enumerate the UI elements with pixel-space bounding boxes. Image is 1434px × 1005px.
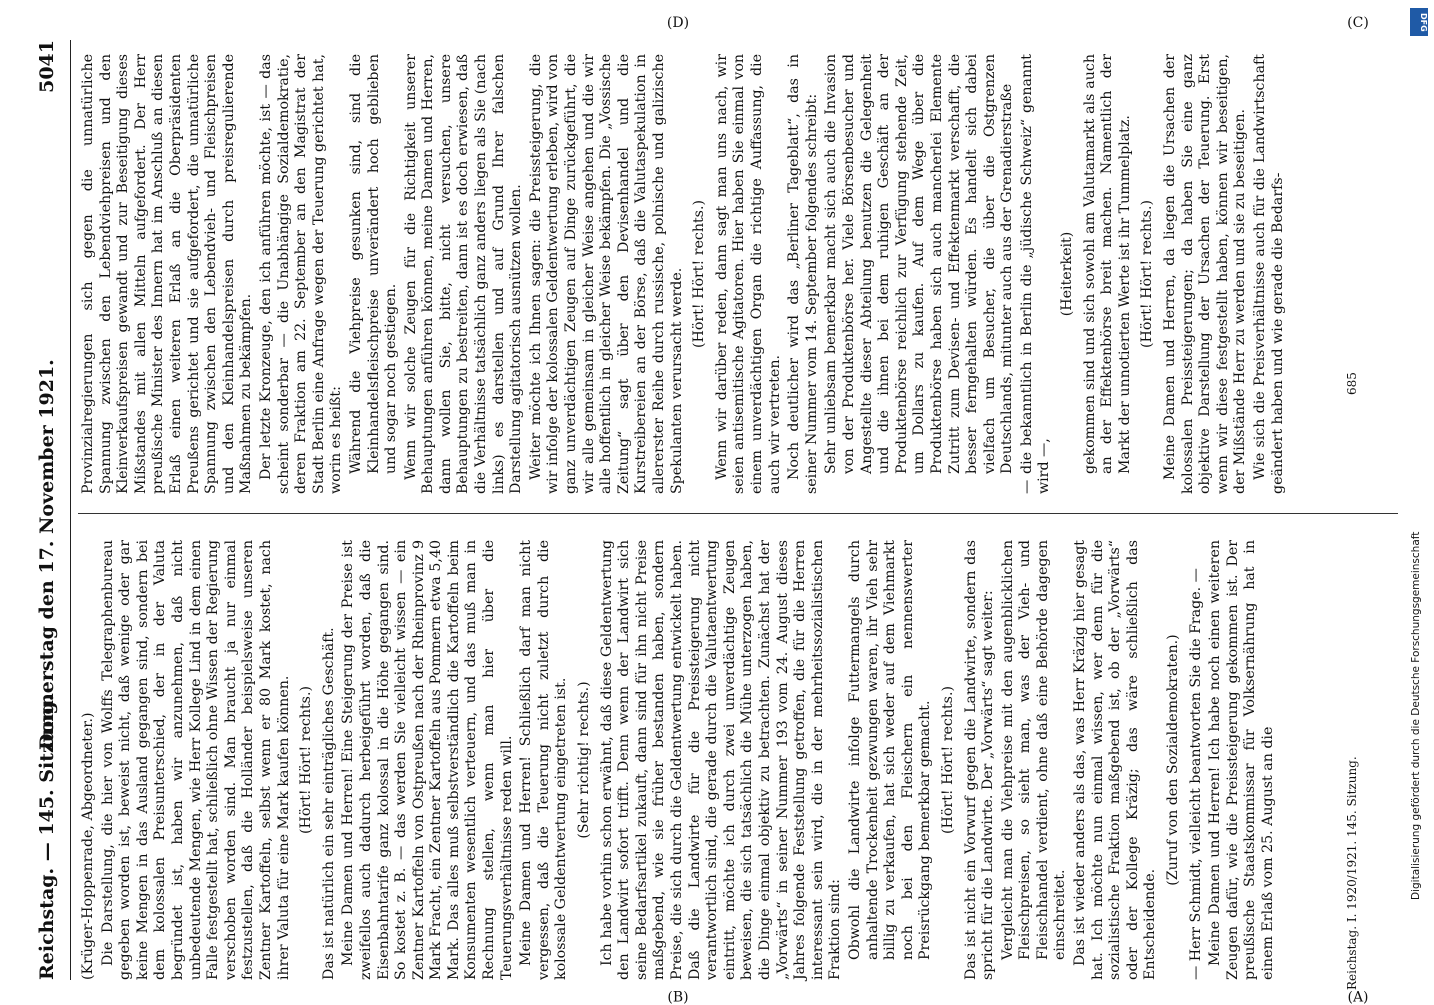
interjection: (Hört! Hört! rechts.) bbox=[1139, 199, 1156, 349]
paragraph: Sehr unliebsam bemerkbar macht sich auch die Invasion von der Produktenbörse her. Viele Börsenbesucher und Angestellte dieser Abteilung benutzen die Gelegenheit und die ihnen bei dem ruhigen Geschäft an der Produktenbörse reichlich zur Verfügung stehende Zeit, um Dollars zu kaufen. Auf dem Wege über die Produktenbörse haben sich auch mancherlei Elemente Zutritt zum Devisen- und Effektenmarkt verschafft, die besser ferngehalten würden. Es handelt sich dabei vielfach um Besucher, die über die Ostgrenzen Deutschlands, mitunter auch aus der Grenadierstraße bbox=[823, 54, 1016, 474]
side-credit-strip bbox=[1408, 0, 1430, 1000]
paragraph: Obwohl die Landwirte infolge Futtermangels durch anhaltende Trockenheit gezwungen waren, ihr Vieh sehr billig zu verkaufen, hat sich weder auf dem Viehmarkt noch bei den Fleischern ein nennenswerter Preisrückgang bemerkbar gemacht. bbox=[846, 540, 934, 960]
paragraph: Das ist natürlich ein sehr einträgliches Geschäft. bbox=[320, 627, 337, 980]
paragraph: Vergleicht man die Viehpreise mit den augenblicklichen Fleischpreisen, so sieht man, was der Vieh- und Fleischhandel verdient, ohne daß eine Behörde dagegen einschreitet. bbox=[999, 540, 1069, 960]
paragraph: Noch deutlicher wird das „Berliner Tageblatt“, das in seiner Nummer vom 14. September folgendes schreibt: bbox=[786, 54, 820, 494]
paragraph: Das ist wieder anders als das, was Herr Kräzig hier gesagt hat. Ich möchte nun einmal wissen, wer denn für die sozialistische Fraktion maßgebend ist, ob der „Vorwärts“ oder der Kollege Kräzig; das wäre schließlich das Entscheidende. bbox=[1072, 540, 1159, 980]
paragraph: (Krüger-Hoppenrade, Abgeordneter.) bbox=[80, 712, 96, 980]
dfg-logo: DFG bbox=[1410, 8, 1428, 36]
footer-left: Reichstag. I. 1920/1921. 145. Sitzung. bbox=[1345, 756, 1359, 990]
text-column-right bbox=[80, 54, 1289, 494]
paragraph: gekommen sind und sich sowohl am Valutamarkt als auch an der Effektenbörse breit machen. Namentlich der Markt der unnotierten Werte ist ihr Tummelplatz. bbox=[1081, 54, 1133, 474]
interjection: (Zuruf von den Sozialdemokraten.) bbox=[1165, 634, 1182, 886]
paragraph: Der letzte Kronzeuge, den ich anführen möchte, ist — das scheint sonderbar — die Unabhängige Sozialdemokratie, deren Fraktion am 22. September an den Magistrat der Stadt Berlin eine Anfrage wegen der Teuerung gerichtet hat, worin es heißt: bbox=[257, 54, 345, 494]
rotated-page-content bbox=[30, 14, 1410, 1005]
paragraph: Wenn wir darüber reden, dann sagt man uns nach, wir seien antisemitische Agitatoren. Hier haben Sie einmal von einem unverdächtigen Organ die richtige Auffassung, die auch wir vertreten. bbox=[713, 54, 783, 494]
header-date: Donnerstag den 17. November 1921. bbox=[36, 359, 58, 750]
page-header bbox=[30, 40, 71, 980]
paragraph: Während die Viehpreise gesunken sind, sind die Kleinhandelsfleischpreise unverändert hoch geblieben und sogar noch gestiegen. bbox=[347, 54, 400, 474]
paragraph: Meine Damen und Herren, da liegen die Ursachen der kolossalen Preissteigerungen; da haben Sie eine ganz objektive Darstellung der Ursachen der Teuerung. Erst wenn wir diese festgestellt haben, können wir beseitigen, der Mißstände Herr zu werden und sie zu beseitigen. bbox=[1162, 54, 1249, 494]
interjection: (Sehr richtig! rechts.) bbox=[576, 681, 593, 839]
header-left: Reichstag. — 145. Sitzung. bbox=[36, 694, 58, 980]
paragraph: Meine Damen und Herren! Eine Steigerung der Preise ist zweifellos auch dadurch herbeigeführt worden, daß die Eisenbahntarife ganz kolossal in die Höhe gegangen sind. So kostet z. B. — das werden Sie vielleicht wissen — ein Zentner Kartoffeln von Ostpreußen nach der Rheinprovinz 9 Mark Fracht, ein Zentner Kartoffeln aus Pommern etwa 5,40 Mark. Das alles muß selbstverständlich die Kartoffeln beim Konsumenten wesentlich verteuern, und das muß man in Rechnung stellen, wenn man hier über die Teuerungsverhältnisse reden will. bbox=[340, 540, 515, 980]
margin-letter-a: (A) bbox=[1347, 989, 1369, 1005]
paragraph: — Herr Schmidt, vielleicht beantworten Sie die Frage. — bbox=[1187, 568, 1204, 980]
paragraph: — die bekanntlich in Berlin die „jüdische Schweiz“ genannt wird —, bbox=[1018, 54, 1053, 494]
digitization-credit: Digitalisierung gefördert durch die Deutsche Forschungsgemeinschaft bbox=[1410, 531, 1422, 900]
margin-letter-d: (D) bbox=[666, 14, 690, 31]
column-divider bbox=[78, 513, 1398, 514]
paragraph: Die Darstellung, die hier von Wolffs Telegraphenbureau gegeben worden ist, beweist nicht, daß wenige oder gar keine Mengen in das Ausland gegangen sind, sondern bei dem kolossalen Preisunterschied, der in der Valuta begründet ist, haben wir anzunehmen, daß nicht unbedeutende Mengen, wie Herr Kollege Lind in dem einen Falle festgestellt hat, schließlich ohne Wissen der Regierung verschoben worden sind. Man braucht ja nur einmal festzustellen, daß die Holländer beispielsweise unseren Zentner Kartoffeln, selbst wenn er 80 Mark kostet, nach ihrer Valuta für eine Mark kaufen können. bbox=[99, 540, 292, 980]
footer-page-ref: 685 bbox=[1345, 372, 1359, 395]
paragraph: Meine Damen und Herren! Ich habe noch einen weiteren Zeugen dafür, wie die Preissteigerung gekommen ist. Der preußische Staatskommissar für Volksernährung hat in einem Erlaß vom 25. August an die bbox=[1207, 540, 1276, 980]
interjection: (Heiterkeit) bbox=[1059, 231, 1076, 317]
text-column-left bbox=[80, 540, 1280, 980]
page-number: 5041 bbox=[36, 40, 58, 93]
interjection: (Hört! Hört! rechts.) bbox=[691, 199, 708, 349]
paragraph: Weiter möchte ich Ihnen sagen: die Preissteigerung, die wir infolge der kolossalen Geldentwertung erleben, wird von ganz unverdächtigen Zeugen auf Dinge zurückgeführt, die wir alle gemeinsam in gleicher Weise angehen und die wir alle hoffentlich in gleicher Weise bekämpfen. Die „Vossische Zeitung“ sagt über den Devisenhandel und die Kurstreibereien an der Börse, daß die Valutaspekulation in allererster Reihe durch russische, polnische und galizische Spekulanten verursacht werde. bbox=[527, 54, 685, 494]
interjection: (Hört! Hört! rechts.) bbox=[939, 685, 956, 835]
margin-letter-c: (C) bbox=[1347, 15, 1369, 32]
paragraph: Das ist nicht ein Vorwurf gegen die Landwirte, sondern das spricht für die Landwirte. Der „Vorwärts“ sagt weiter: bbox=[962, 540, 997, 980]
paragraph: Wie sich die Preisverhältnisse auch für die Landwirtschaft geändert haben und wie gerade die Bedarfs- bbox=[1252, 54, 1286, 494]
paragraph: Ich habe vorhin schon erwähnt, daß diese Geldentwertung den Landwirt sofort trifft. Denn wenn der Landwirt sich seine Bedarfsartikel zukauft, dann sind für ihn nicht Preise maßgebend, wie sie früher bestanden haben, sondern Preise, die sich durch die Geldentwertung entwickelt haben. Daß die Landwirte für die Preissteigerung nicht verantwortlich sind, die gerade durch die Valutaentwertung eintritt, möchte ich durch zwei unverdächtige Zeugen beweisen, die sich tatsächlich die Mühe unterzogen haben, die Dinge einmal objektiv zu betrachten. Zunächst hat der „Vorwärts“ in seiner Nummer 193 vom 24. August dieses Jahres folgende Feststellung getroffen, die für die Herren interessant sein wird, die in der mehrheitssozialistischen Fraktion sind: bbox=[598, 540, 844, 980]
margin-letter-b: (B) bbox=[667, 989, 689, 1005]
paragraph: Meine Damen und Herren! Schließlich darf man nicht vergessen, daß die Teuerung nicht zuletzt durch die kolossale Geldentwertung eingetreten ist. bbox=[518, 540, 570, 980]
interjection: (Hört! Hört! rechts.) bbox=[298, 685, 315, 835]
paragraph: Provinzialregierungen sich gegen die unnatürliche Spannung zwischen den Lebendviehpreisen und den Kleinverkaufspreisen gewandt und zur Beseitigung dieses Mißstandes mit allen Mitteln aufgefordert. Der Herr preußische Minister des Innern hat im Anschluß an diesen Erlaß einen weiteren Erlaß an die Oberpräsidenten Preußens gerichtet und sie aufgefordert, die unnatürliche Spannung zwischen den Lebendvieh- und Fleischpreisen und den Kleinhandelspreisen durch preisregulierende Maßnahmen zu bekämpfen. bbox=[80, 54, 255, 494]
paragraph: Wenn wir solche Zeugen für die Richtigkeit unserer Behauptungen anführen können, meine Damen und Herren, dann wollen Sie, bitte, nicht versuchen, unsere Behauptungen zu bestreiten, dann ist es doch erwiesen, daß die Verhältnisse tatsächlich ganz anders liegen als Sie (nach links) es darstellen und auf Grund Ihrer falschen Darstellung agitatorisch ausnützen wollen. bbox=[402, 54, 525, 494]
